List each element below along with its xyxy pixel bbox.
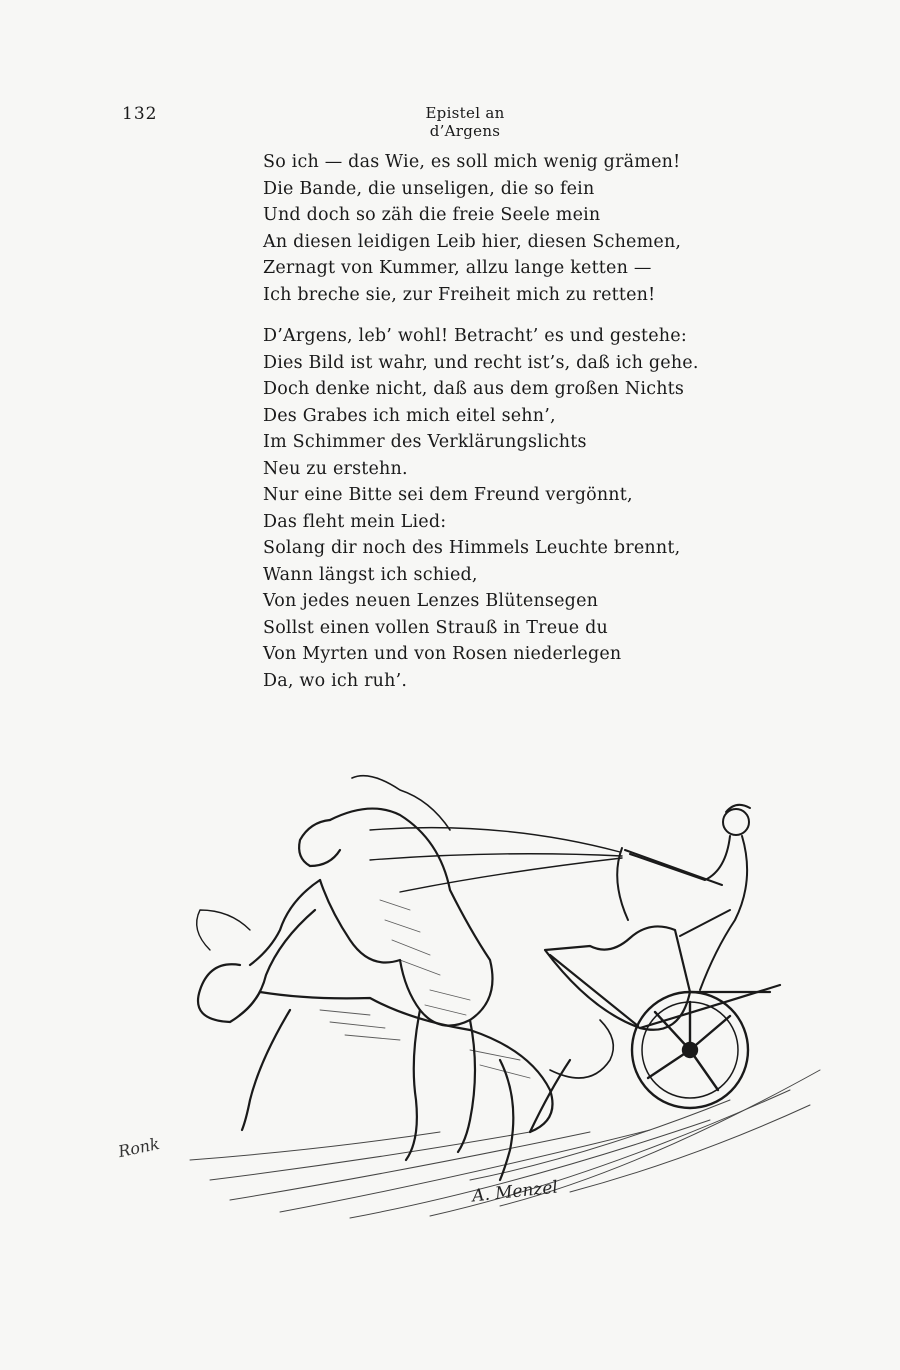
poem-line: Des Grabes ich mich eitel sehn’, xyxy=(263,405,556,426)
poem-line: Neu zu erstehn. xyxy=(263,458,408,479)
chariot-body xyxy=(545,926,780,1029)
poem xyxy=(263,149,723,694)
poem-line: Das fleht mein Lied: xyxy=(263,511,447,532)
poem-line: Ich breche sie, zur Freiheit mich zu retten! xyxy=(263,284,656,305)
shading xyxy=(320,900,530,1078)
artist-signature: A. Menzel xyxy=(471,1177,559,1207)
poem-line: Von Myrten und von Rosen niederlegen xyxy=(263,644,622,664)
poem-line: Von jedes neuen Lenzes Blütensegen xyxy=(263,591,599,611)
stanza xyxy=(263,149,723,308)
monogram-signature: Ronk xyxy=(116,1133,162,1162)
chariot-drawing xyxy=(170,760,830,1230)
poem-line: Solang dir noch des Himmels Leuchte brennt, xyxy=(263,538,681,558)
chariot-illustration xyxy=(170,760,830,1230)
poem-line: D’Argens, leb’ wohl! Betracht’ es und gestehe: xyxy=(263,326,687,346)
poem-line: Die Bande, die unseligen, die so fein xyxy=(263,178,595,199)
poem-line: Und doch so zäh die freie Seele mein xyxy=(263,205,601,225)
poem-line: Im Schimmer des Verklärungslichts xyxy=(263,432,587,452)
poem-line: Doch denke nicht, daß aus dem großen Nichts xyxy=(263,379,685,399)
poem-line: So ich — das Wie, es soll mich wenig grämen! xyxy=(263,152,681,172)
reins xyxy=(370,828,622,892)
poem-line: An diesen leidigen Leib hier, diesen Schemen, xyxy=(263,231,682,252)
poem-line: Zernagt von Kummer, allzu lange ketten — xyxy=(263,258,652,278)
poem-line: Wann längst ich schied, xyxy=(263,564,478,585)
running-title: Epistel an d’Argens xyxy=(425,104,505,140)
poem-line: Nur eine Bitte sei dem Freund vergönnt, xyxy=(263,485,633,505)
chariot-wheel xyxy=(632,992,748,1108)
front-horse xyxy=(240,776,493,1160)
stanza xyxy=(263,323,723,694)
page-number: 132 xyxy=(122,104,158,124)
poem-line: Sollst einen vollen Strauß in Treue du xyxy=(263,617,608,638)
poem-line: Dies Bild ist wahr, und recht ist’s, daß ich gehe. xyxy=(263,352,699,373)
poem-line: Da, wo ich ruh’. xyxy=(263,670,408,691)
